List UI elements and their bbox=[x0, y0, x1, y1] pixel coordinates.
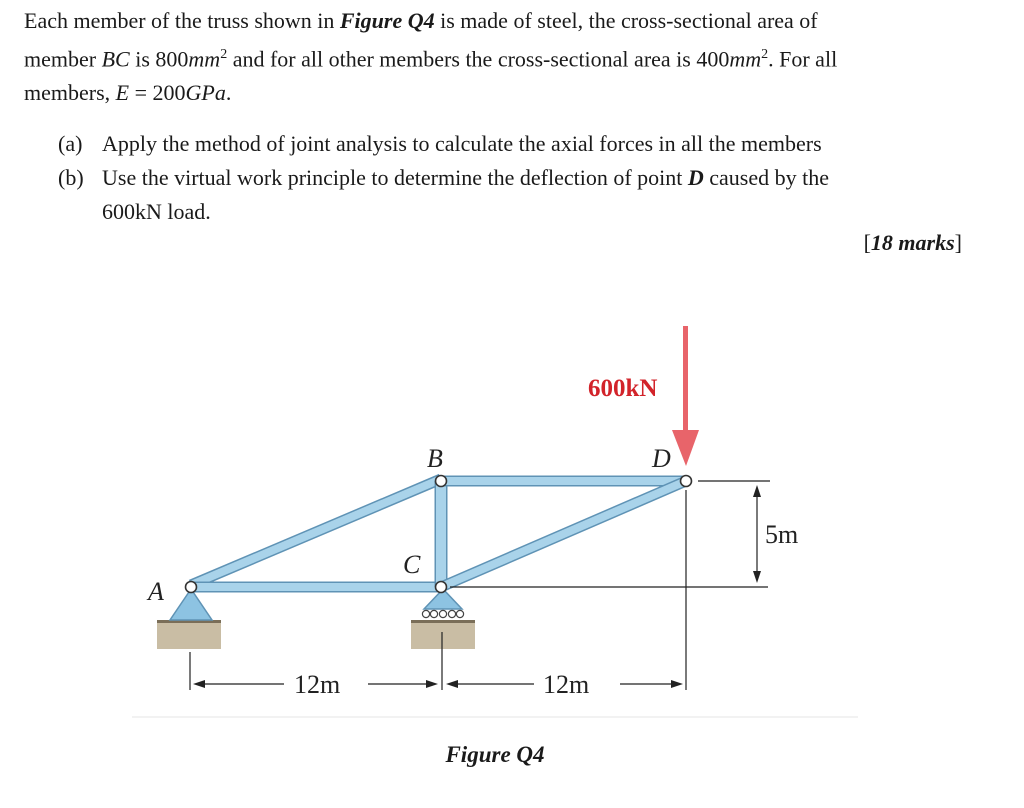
joint-b bbox=[436, 476, 447, 487]
node-label-b: B bbox=[427, 444, 443, 473]
marks-badge: [18 marks] bbox=[863, 230, 962, 255]
joint-d bbox=[681, 476, 692, 487]
figure-caption: Figure Q4 bbox=[445, 742, 545, 767]
part-b: (b) Use the virtual work principle to determine the deflection of point D caused by the bbox=[58, 161, 968, 195]
load-label: 600kN bbox=[588, 375, 658, 402]
load-arrow-head bbox=[672, 430, 699, 466]
ground-left bbox=[157, 620, 221, 649]
question-line-2: member BC is $800mm^2$ and for all other members the cross-sectional area is $400mm^2$. For all bbox=[24, 46, 838, 72]
figure-ref: Figure Q4 bbox=[339, 8, 435, 33]
load-arrow-shaft bbox=[683, 326, 688, 432]
ground-center bbox=[411, 620, 475, 649]
pin-support-a bbox=[170, 589, 212, 620]
dim-label-right: 12m bbox=[543, 670, 590, 699]
node-label-a: A bbox=[148, 577, 164, 606]
height-dimension bbox=[450, 481, 770, 587]
dim-label-left: 12m bbox=[294, 670, 341, 699]
joint-c bbox=[436, 582, 447, 593]
part-a-text: Apply the method of joint analysis to calculate the axial forces in all the members bbox=[102, 131, 822, 156]
dim-label-height: 5m bbox=[765, 520, 799, 549]
part-b-label: (b) bbox=[58, 165, 84, 190]
part-a-label: (a) bbox=[58, 131, 83, 156]
point-d-ref: D bbox=[687, 165, 704, 190]
question-line-1: Each member of the truss shown in Figure Q4 is made of steel, the cross-sectional area of bbox=[24, 8, 818, 33]
part-b-continuation: 600kN load. bbox=[102, 199, 211, 224]
joint-a bbox=[186, 582, 197, 593]
question-line-3: members, E = 200GPa. bbox=[24, 80, 232, 106]
node-label-d: D bbox=[652, 444, 671, 473]
node-label-c: C bbox=[403, 550, 421, 579]
roller-wheels bbox=[422, 610, 463, 617]
